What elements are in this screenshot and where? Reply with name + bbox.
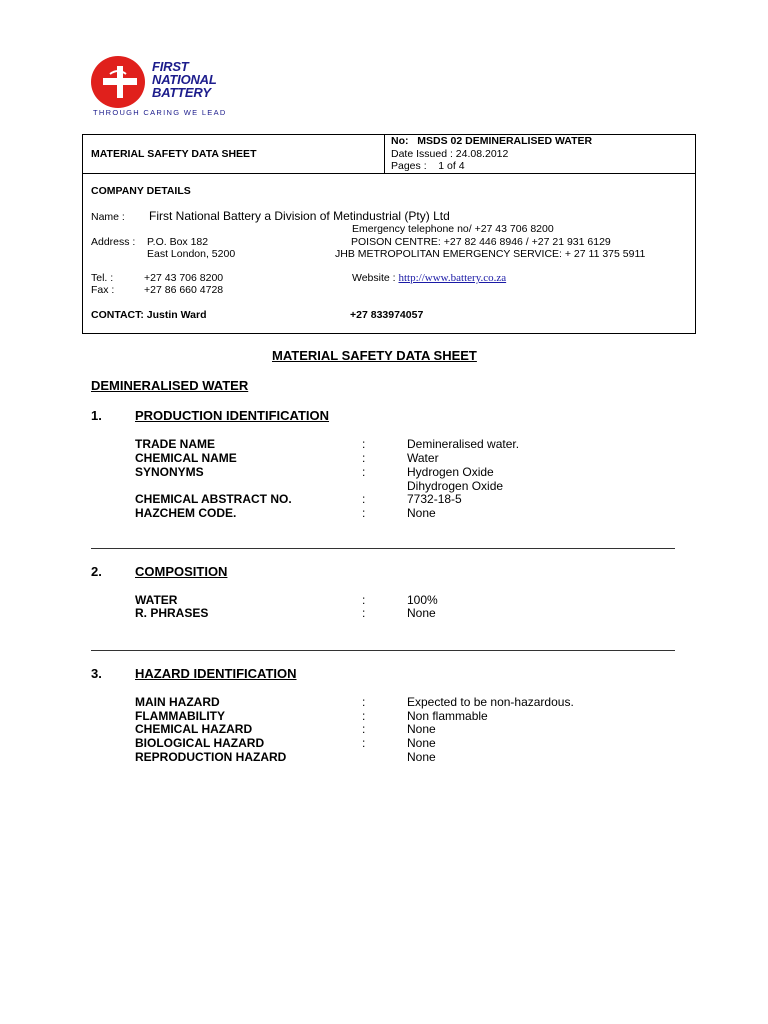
website-link[interactable]: http://www.battery.co.za: [398, 272, 507, 284]
row-value: None: [407, 722, 436, 736]
tel-value: +27 43 706 8200: [144, 272, 224, 284]
row-value: Dihydrogen Oxide: [407, 479, 504, 493]
row-value: None: [407, 506, 436, 520]
section-2-number: 2.: [91, 564, 102, 579]
row-colon: :: [362, 736, 366, 750]
row-value: None: [407, 750, 436, 764]
row-colon: :: [362, 437, 366, 451]
date-issued: Date Issued : 24.08.2012: [391, 148, 509, 160]
row-colon: :: [362, 695, 366, 709]
jhb-emergency: JHB METROPOLITAN EMERGENCY SERVICE: + 27 11 375 5911: [335, 248, 646, 260]
row-label: CHEMICAL HAZARD: [135, 722, 253, 736]
row-label: BIOLOGICAL HAZARD: [135, 736, 265, 750]
row-colon: :: [362, 465, 366, 479]
doc-number-label: No:: [391, 135, 409, 147]
emergency-phone: Emergency telephone no/ +27 43 706 8200: [352, 223, 554, 235]
section-3-title: HAZARD IDENTIFICATION: [135, 666, 297, 681]
product-title: DEMINERALISED WATER: [91, 378, 249, 393]
section-1-title: PRODUCTION IDENTIFICATION: [135, 408, 330, 423]
row-value: Water: [407, 451, 439, 465]
row-label: CHEMICAL ABSTRACT NO.: [135, 492, 292, 506]
row-label: R. PHRASES: [135, 606, 209, 620]
poison-centre: POISON CENTRE: +27 82 446 8946 / +27 21 931 6129: [351, 236, 611, 248]
row-value: Non flammable: [407, 709, 488, 723]
section-divider: [91, 548, 675, 549]
row-label: REPRODUCTION HAZARD: [135, 750, 287, 764]
row-label: HAZCHEM CODE.: [135, 506, 237, 520]
brand-line-3: BATTERY: [152, 85, 211, 100]
logo-mark-icon: [90, 54, 152, 110]
row-colon: :: [362, 451, 366, 465]
pages: [391, 160, 465, 172]
address-label: Address :: [91, 236, 136, 248]
row-label: WATER: [135, 593, 178, 607]
section-divider: [91, 650, 675, 651]
row-label: CHEMICAL NAME: [135, 451, 237, 465]
row-colon: :: [362, 709, 366, 723]
fax-value: +27 86 660 4728: [144, 284, 224, 296]
row-label: MAIN HAZARD: [135, 695, 220, 709]
doc-title: MATERIAL SAFETY DATA SHEET: [91, 148, 257, 160]
name-label: Name :: [91, 211, 125, 223]
company-name: First National Battery a Division of Metindustrial (Pty) Ltd: [149, 209, 450, 223]
row-colon: :: [362, 606, 366, 620]
row-value: 100%: [407, 593, 438, 607]
company-details-label: COMPANY DETAILS: [91, 185, 191, 197]
tagline: THROUGH CARING WE LEAD: [93, 108, 227, 117]
section-3-number: 3.: [91, 666, 102, 681]
address-line-2: East London, 5200: [147, 248, 236, 260]
tel-label: Tel. :: [91, 272, 114, 284]
row-label: SYNONYMS: [135, 465, 204, 479]
fax-label: Fax :: [91, 284, 115, 296]
brand-name: [152, 60, 217, 99]
doc-number: [391, 135, 592, 147]
row-label: FLAMMABILITY: [135, 709, 225, 723]
website: [352, 272, 506, 284]
row-value: None: [407, 736, 436, 750]
section-1-number: 1.: [91, 408, 102, 423]
contact-phone: +27 833974057: [350, 309, 424, 321]
section-2-title: COMPOSITION: [135, 564, 228, 579]
row-value: None: [407, 606, 436, 620]
brand-line-1: FIRST: [152, 59, 189, 74]
main-title: MATERIAL SAFETY DATA SHEET: [272, 348, 477, 363]
header-divider: [83, 173, 695, 174]
pages-label: Pages :: [391, 160, 427, 172]
row-value: Demineralised water.: [407, 437, 520, 451]
row-value: Hydrogen Oxide: [407, 465, 494, 479]
pages-value: 1 of 4: [438, 160, 465, 172]
website-label: Website :: [352, 272, 396, 284]
header-column-divider: [384, 135, 385, 173]
row-label: TRADE NAME: [135, 437, 215, 451]
row-colon: :: [362, 492, 366, 506]
doc-number-value: MSDS 02 DEMINERALISED WATER: [417, 135, 593, 147]
row-value: Expected to be non-hazardous.: [407, 695, 574, 709]
brand-line-2: NATIONAL: [152, 72, 217, 87]
row-colon: :: [362, 722, 366, 736]
row-value: 7732-18-5: [407, 492, 462, 506]
address-line-1: P.O. Box 182: [147, 236, 209, 248]
row-colon: :: [362, 593, 366, 607]
contact: CONTACT: Justin Ward: [91, 309, 207, 321]
row-colon: :: [362, 506, 366, 520]
